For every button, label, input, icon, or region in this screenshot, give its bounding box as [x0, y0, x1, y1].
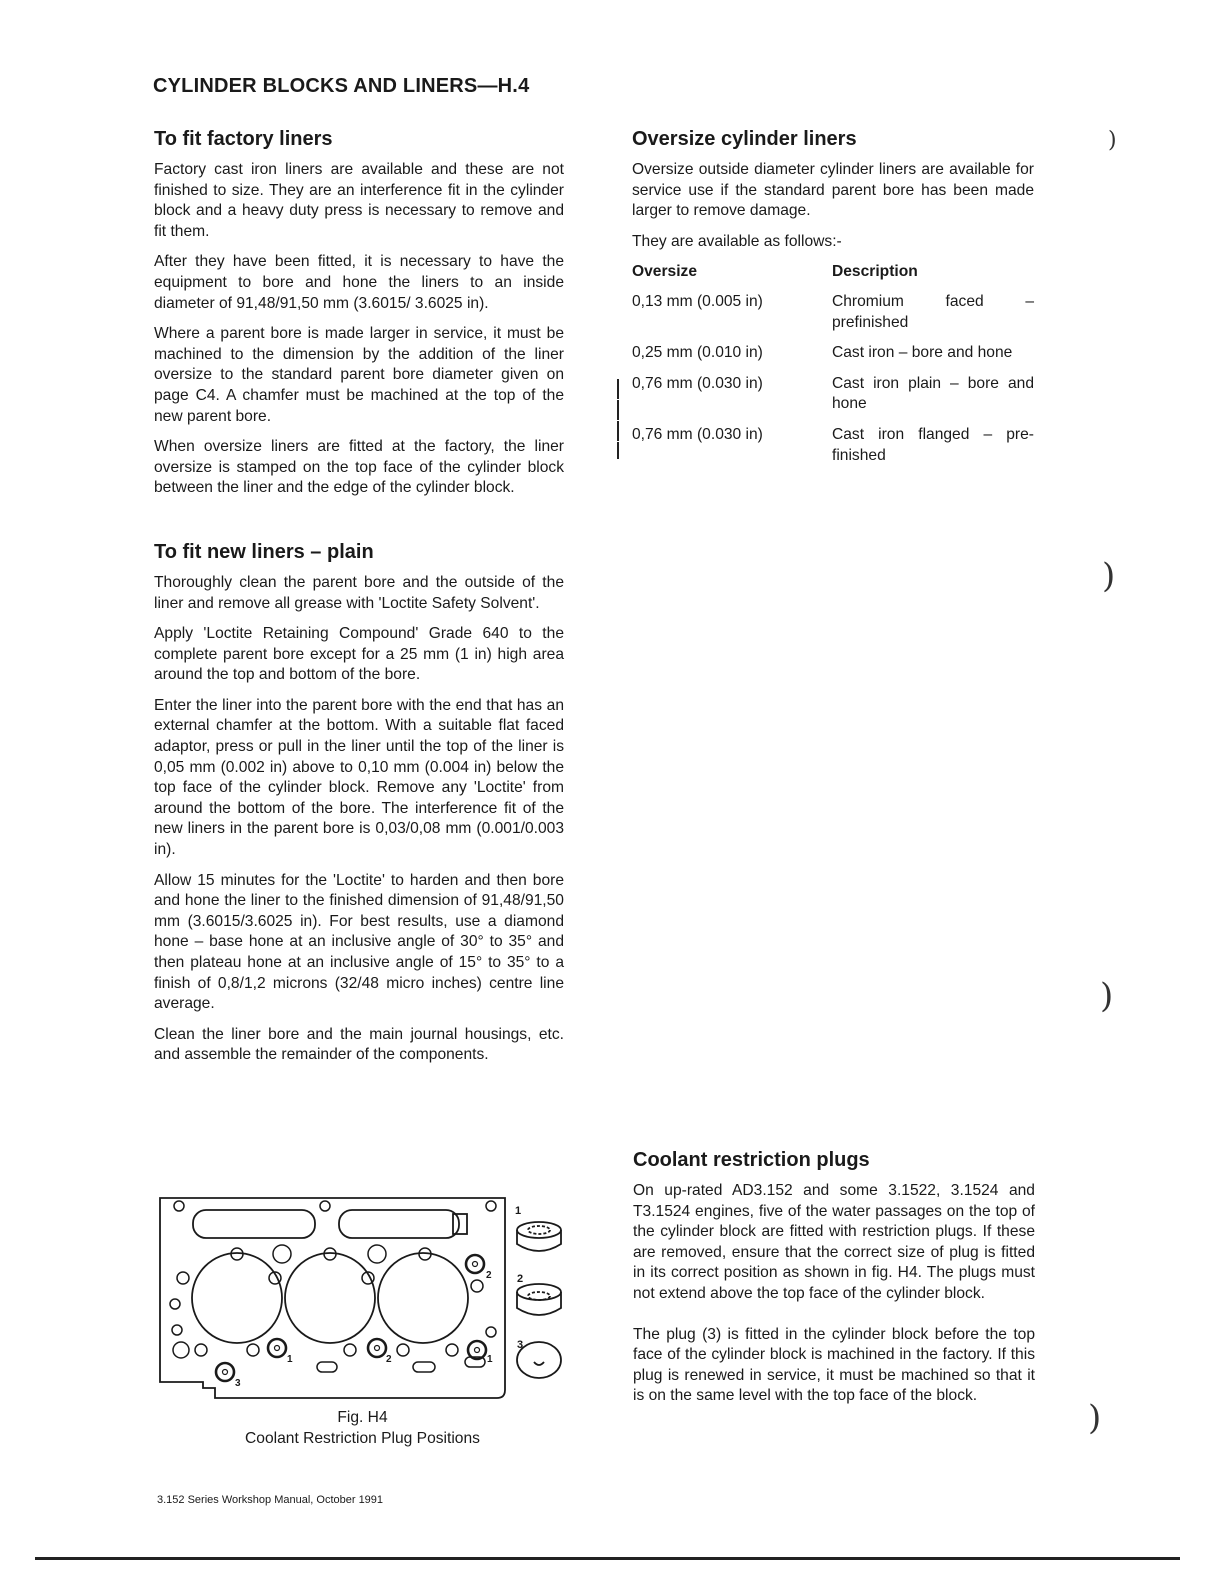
oversize-table — [632, 262, 1034, 476]
plain-paragraph: Thoroughly clean the parent bore and the outside of the liner and remove all grease with 'Loctite Safety Solvent'. — [154, 573, 564, 612]
left-column — [154, 126, 564, 1076]
plain-paragraph: Apply 'Loctite Retaining Compound' Grade 640 to the complete parent bore except for a 25 mm (1 in) high area around the top and bottom of the bore. — [154, 625, 564, 684]
figure-title: Coolant Restriction Plug Positions — [245, 1430, 480, 1447]
oversize-paragraph: They are available as follows:- — [632, 232, 842, 250]
water-slot — [193, 1210, 315, 1238]
description-cell: Chromium faced – prefinished — [832, 292, 1034, 331]
water-slot-end — [453, 1214, 467, 1234]
revision-bar — [617, 379, 619, 399]
plain-paragraph: Clean the liner bore and the main journal housings, etc. and assemble the remainder of the components. — [154, 1025, 564, 1064]
revision-bar — [617, 400, 619, 420]
cylinder-bore — [192, 1253, 282, 1343]
coolant-heading: Coolant restriction plugs — [633, 1149, 870, 1171]
plain-paragraph: Allow 15 minutes for the 'Loctite' to harden and then bore and hone the liner to the finished dimension of 91,48/91,50 mm (3.6015/3.6025 in). For best results, use a diamond hone – base hone at an inclusive angle of 30° to 35° and then plateau hone at an inclusive angle of 15° to 35° to a finish of 0,8/1,2 microns (32/48 micro inches) centre line average. — [154, 871, 564, 1013]
section-new-liners-plain — [154, 539, 564, 1066]
table-header-row — [632, 262, 1034, 292]
oversize-cell: 0,76 mm (0.030 in) — [632, 425, 763, 443]
cylinder-head-diagram — [155, 1192, 575, 1402]
factory-paragraph: When oversize liners are fitted at the factory, the liner oversize is stamped on the top face of the cylinder block between the liner and the edge of the cylinder block. — [154, 438, 564, 497]
plug-position-label: 3 — [235, 1378, 241, 1389]
table-row — [632, 425, 1034, 476]
factory-paragraph: Where a parent bore is made larger in service, it must be machined to the dimension by the addition of the liner oversize to the standard parent bore diameter given on page C4. A chamfer must be machined at the top of the new parent bore. — [154, 325, 564, 425]
oversize-cell: 0,25 mm (0.010 in) — [632, 344, 763, 362]
coolant-paragraph: On up-rated AD3.152 and some 3.1522, 3.1524 and T3.1524 engines, five of the water passages on the top of the cylinder block are fitted with restriction plugs. If these are removed, ensure that the correct size of plug is fitted in its correct position as shown in fig. H4. The plugs must not extend above the top face of the cylinder block. — [633, 1182, 1035, 1302]
cylinder-bore — [285, 1253, 375, 1343]
revision-bar — [617, 421, 619, 441]
plug-3-detail — [517, 1342, 561, 1378]
page-footer: 3.152 Series Workshop Manual, October 1991 — [157, 1494, 384, 1506]
coolant-paragraph: The plug (3) is fitted in the cylinder block before the top face of the cylinder block is machined in the factory. If this plug is renewed in service, it must be machined so that it is on the same level with the top face of the block. — [633, 1325, 1035, 1405]
figure-caption — [155, 1407, 570, 1449]
oversize-heading: Oversize cylinder liners — [632, 128, 857, 150]
revision-bar — [617, 442, 619, 459]
description-cell: Cast iron – bore and hone — [832, 344, 1013, 362]
plug-position-label: 1 — [287, 1354, 293, 1365]
section-coolant-plugs — [633, 1147, 1035, 1417]
description-cell: Cast iron plain – bore and hone — [832, 374, 1034, 413]
oversize-paragraph: Oversize outside diameter cylinder liners are available for service use if the standard parent bore has been made larger to remove damage. — [632, 161, 1034, 220]
figure-h4 — [155, 1192, 575, 1402]
plug-1-detail — [517, 1222, 561, 1251]
table-row — [632, 343, 1034, 374]
plug-detail-label: 1 — [515, 1205, 522, 1217]
page-title: CYLINDER BLOCKS AND LINERS—H.4 — [153, 75, 530, 97]
factory-paragraph: After they have been fitted, it is necessary to have the equipment to bore and hone the liners to an inside diameter of 91,48/91,50 mm (3.6015/ 3.6025 in). — [154, 253, 564, 312]
cylinder-bore — [378, 1253, 468, 1343]
plug-detail-label: 2 — [517, 1273, 524, 1285]
factory-liners-heading: To fit factory liners — [154, 128, 333, 150]
binder-hole-mark: ) — [1102, 556, 1116, 596]
plug-2-detail — [517, 1284, 561, 1315]
table-row — [632, 292, 1034, 343]
figure-number: Fig. H4 — [337, 1409, 388, 1426]
plug-position-label: 2 — [486, 1270, 492, 1281]
section-factory-liners — [154, 126, 564, 499]
table-row — [632, 374, 1034, 425]
binder-hole-mark: ) — [1088, 1398, 1102, 1438]
new-liners-heading: To fit new liners – plain — [154, 540, 374, 563]
section-oversize-liners — [632, 126, 1034, 476]
plain-paragraph: Enter the liner into the parent bore with the end that has an external chamfer at the bottom. With a suitable flat faced adaptor, press or pull in the liner until the top of the liner is 0,05 mm (0.002 in) above to 0,10 mm (0.004 in) below the top face of the cylinder block. Remove any 'Loctite' from around the bottom of the bore. The interference fit of the new liners in the parent bore is 0,03/0,08 mm (0.001/0.003 in). — [154, 696, 564, 859]
bottom-rule — [35, 1557, 1180, 1560]
plug-position-label: 1 — [487, 1354, 493, 1365]
plug-detail-label: 3 — [517, 1339, 524, 1351]
binder-hole-mark: ) — [1108, 128, 1117, 153]
oversize-cell: 0,13 mm (0.005 in) — [632, 292, 763, 310]
oversize-cell: 0,76 mm (0.030 in) — [632, 374, 763, 392]
water-slot — [339, 1210, 459, 1238]
binder-hole-mark: ) — [1100, 976, 1114, 1016]
column-header-description: Description — [832, 263, 918, 281]
factory-paragraph: Factory cast iron liners are available and these are not finished to size. They are an interference fit in the cylinder block and a heavy duty press is necessary to remove and fit them. — [154, 161, 564, 240]
description-cell: Cast iron flanged – pre-finished — [832, 425, 1034, 464]
column-header-oversize: Oversize — [632, 263, 698, 281]
right-column — [632, 126, 1034, 476]
plug-position-label: 2 — [386, 1354, 392, 1365]
